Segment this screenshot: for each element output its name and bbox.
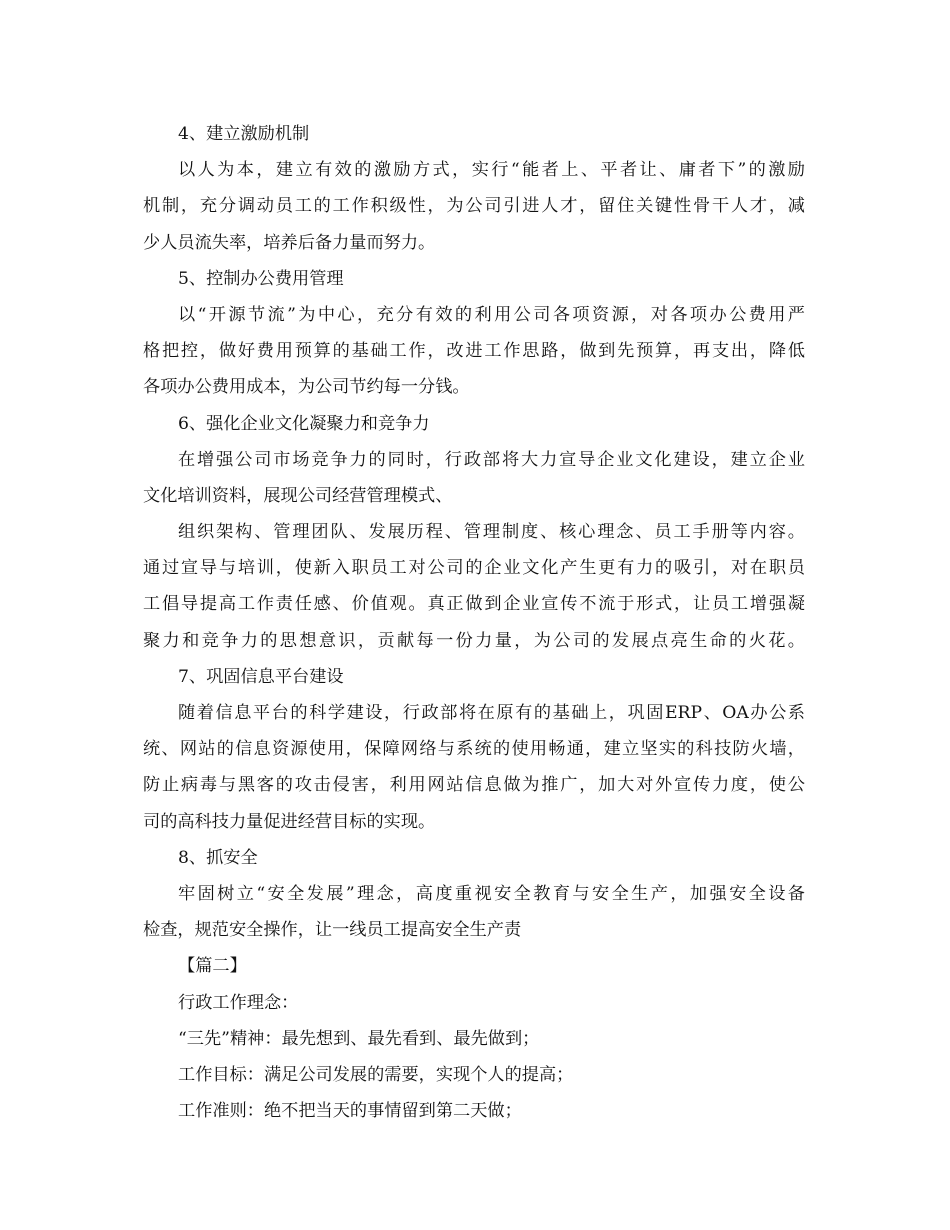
paragraph-line: 通过宣导与培训，使新入职员工对公司的企业文化产生更有力的吸引，对在职员 bbox=[143, 558, 805, 579]
paragraph-line: 少人员流失率，培养后备力量而努力。 bbox=[143, 232, 436, 253]
paragraph-line: 检查，规范安全操作，让一线员工提高安全生产责 bbox=[143, 920, 522, 941]
paragraph-line: 行政工作理念： bbox=[178, 992, 299, 1013]
paragraph-line: 文化培训资料，展现公司经营管理模式、 bbox=[143, 485, 453, 506]
paragraph-line: 聚力和竞争力的思想意识，贡献每一份力量，为公司的发展点亮生命的火花。 bbox=[143, 630, 805, 651]
section-heading-info-platform: 7、巩固信息平台建设 bbox=[178, 666, 344, 687]
section-heading-incentive: 4、建立激励机制 bbox=[178, 124, 310, 144]
paragraph-line: 工作目标：满足公司发展的需要，实现个人的提高； bbox=[178, 1064, 574, 1085]
paragraph-line: “三先”精神：最先想到、最先看到、最先做到； bbox=[178, 1028, 540, 1049]
paragraph-line: 格把控，做好费用预算的基础工作，改进工作思路，做到先预算，再支出，降低 bbox=[143, 341, 805, 362]
part-two-heading: 【篇二】 bbox=[178, 956, 247, 977]
paragraph-line: 以人为本，建立有效的激励方式，实行“能者上、平者让、庸者下”的激励 bbox=[178, 160, 805, 181]
section-heading-safety: 8、抓安全 bbox=[178, 847, 258, 868]
paragraph-line: 司的高科技力量促进经营目标的实现。 bbox=[143, 811, 436, 832]
paragraph-line: 统、网站的信息资源使用，保障网络与系统的使用畅通，建立坚实的科技防火墙， bbox=[143, 739, 805, 760]
paragraph-line: 以“开源节流”为中心，充分有效的利用公司各项资源，对各项办公费用严 bbox=[178, 304, 805, 325]
paragraph-line: 在增强公司市场竞争力的同时，行政部将大力宣导企业文化建设，建立企业 bbox=[178, 449, 805, 470]
paragraph-line: 工倡导提高工作责任感、价值观。真正做到企业宣传不流于形式，让员工增强凝 bbox=[143, 594, 805, 615]
paragraph-line: 随着信息平台的科学建设，行政部将在原有的基础上，巩固ERP、OA办公系 bbox=[178, 703, 805, 723]
section-heading-culture: 6、强化企业文化凝聚力和竞争力 bbox=[178, 413, 430, 434]
paragraph-line: 防止病毒与黑客的攻击侵害，利用网站信息做为推广，加大对外宣传力度，使公 bbox=[143, 775, 805, 796]
paragraph-line: 工作准则：绝不把当天的事情留到第二天做； bbox=[178, 1101, 522, 1122]
paragraph-line: 牢固树立“安全发展”理念，高度重视安全教育与安全生产，加强安全设备 bbox=[178, 883, 805, 904]
section-heading-office-cost: 5、控制办公费用管理 bbox=[178, 268, 344, 289]
document-body bbox=[143, 116, 805, 1129]
paragraph-line: 各项办公费用成本，为公司节约每一分钱。 bbox=[143, 377, 470, 398]
paragraph-line: 组织架构、管理团队、发展历程、管理制度、核心理念、员工手册等内容。 bbox=[178, 522, 805, 543]
paragraph-line: 机制，充分调动员工的工作积级性，为公司引进人才，留住关键性骨干人才，减 bbox=[143, 196, 805, 217]
